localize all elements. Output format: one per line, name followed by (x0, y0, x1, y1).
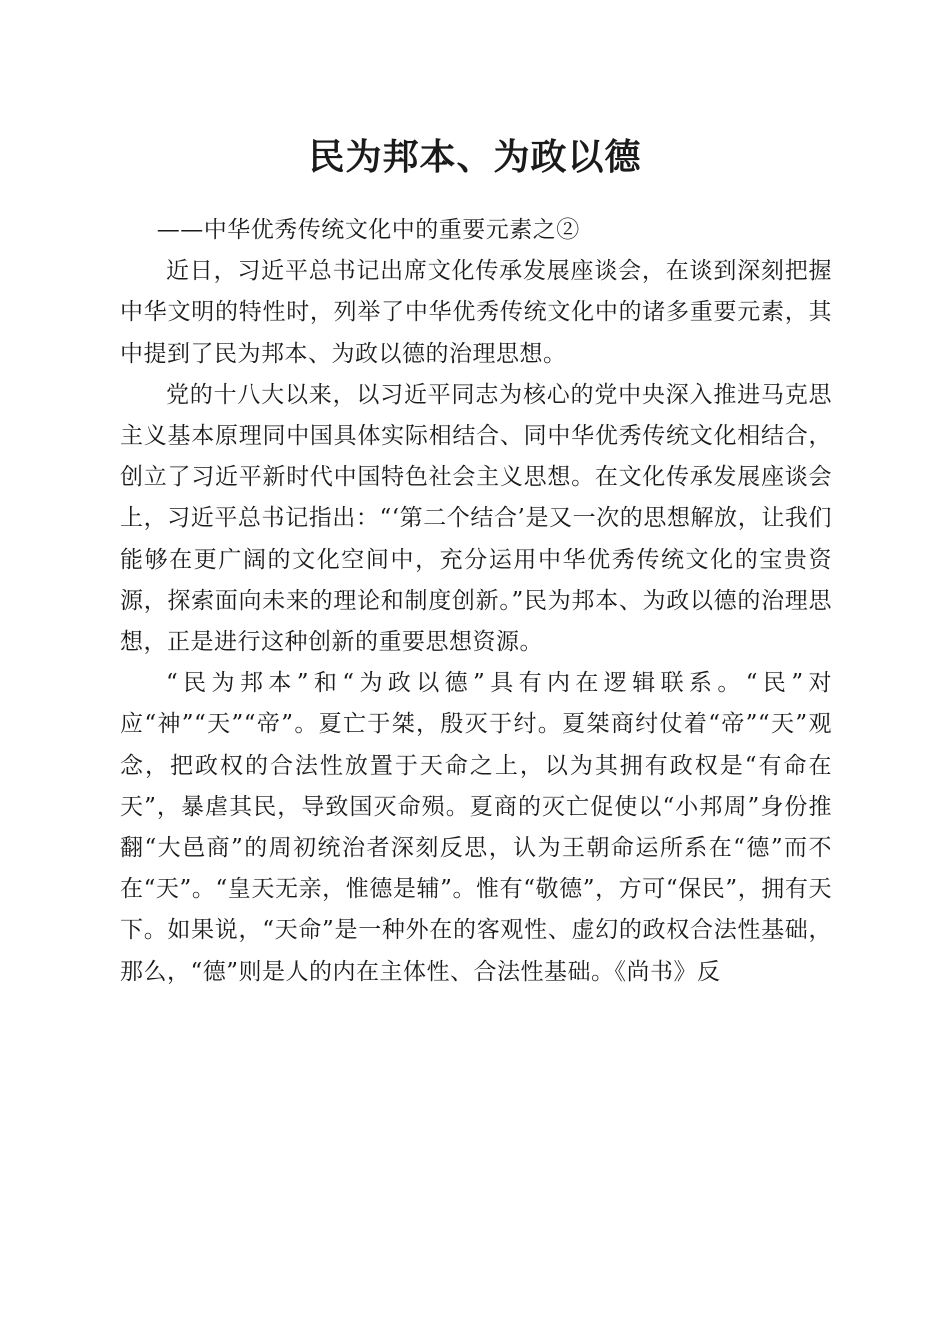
document-subtitle: ——中华优秀传统文化中的重要元素之② (156, 217, 580, 243)
document-body (120, 210, 832, 993)
paragraph-2: 党的十八大以来，以习近平同志为核心的党中央深入推进马克思主义基本原理同中国具体实际相结合、同中华优秀传统文化相结合，创立了习近平新时代中国特色社会主义思想。在文化传承发展座谈会上，习近平总书记指出：“‘第二个结合’是又一次的思想解放，让我们能够在更广阔的文化空间中，充分运用中华优秀传统文化的宝贵资源，探索面向未来的理论和制度创新。”民为邦本、为政以德的治理思想，正是进行这种创新的重要思想资源。 (120, 381, 832, 656)
document-title: 民为邦本、为政以德 (308, 136, 642, 178)
paragraph-3: “民为邦本”和“为政以德”具有内在逻辑联系。“民”对应“神”“天”“帝”。夏亡于桀，殷灭于纣。夏桀商纣仗着“帝”“天”观念，把政权的合法性放置于天命之上，以为其拥有政权是“有命在天”，暴虐其民，导致国灭命殒。夏商的灭亡促使以“小邦周”身份推翻“大邑商”的周初统治者深刻反思，认为王朝命运所系在“德”而不在“天”。“皇天无亲，惟德是辅”。惟有“敬德”，方可“保民”，拥有天下。如果说，“天命”是一种外在的客观性、虚幻的政权合法性基础，那么，“德”则是人的内在主体性、合法性基础。《尚书》反 (120, 670, 832, 985)
paragraph-1: 近日，习近平总书记出席文化传承发展座谈会，在谈到深刻把握中华文明的特性时，列举了中华优秀传统文化中的诸多重要元素，其中提到了民为邦本、为政以德的治理思想。 (120, 258, 832, 367)
